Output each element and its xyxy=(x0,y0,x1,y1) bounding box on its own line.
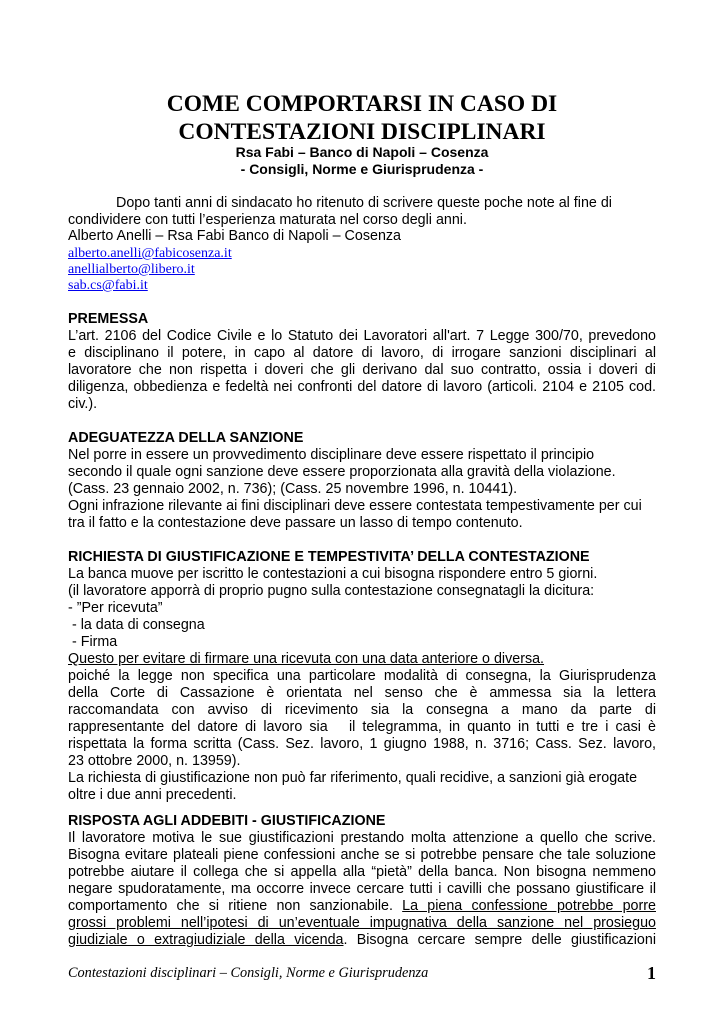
footer-title: Contestazioni disciplinari – Consigli, Norme e Giurisprudenza xyxy=(68,965,429,981)
paragraph-line: (Cass. 23 gennaio 2002, n. 736); (Cass. 25 novembre 1996, n. 10441). xyxy=(68,481,518,497)
paragraph-line xyxy=(68,898,656,915)
intro-author: Alberto Anelli – Rsa Fabi Banco di Napoli – Cosenza xyxy=(68,228,401,244)
section-heading-richiesta: RICHIESTA DI GIUSTIFICAZIONE E TEMPESTIVITA’ DELLA CONTESTAZIONE xyxy=(68,549,590,565)
paragraph-line: secondo il quale ogni sanzione deve essere proporzionata alla gravità della violazione. xyxy=(68,464,616,480)
email-link-fabi[interactable]: sab.cs@fabi.it xyxy=(68,278,148,293)
page-number: 1 xyxy=(647,963,656,983)
list-item: - ”Per ricevuta” xyxy=(68,600,163,616)
underlined-paragraph-line: grossi problemi nell’ipotesi di un’eventuale impugnativa della sanzione nel prosieguo xyxy=(68,915,656,931)
intro-line: condividere con tutti l’esperienza maturata nel corso degli anni. xyxy=(68,212,467,228)
paragraph-line: Ogni infrazione rilevante ai fini disciplinari deve essere contestata tempestivamente per cui xyxy=(68,498,642,514)
email-link-libero[interactable]: anellialberto@libero.it xyxy=(68,262,195,277)
paragraph-line: Bisogna evitare plateali piene confessioni anche se si potrebbe pensare che tale soluzione xyxy=(68,847,656,863)
underlined-note: Questo per evitare di firmare una ricevuta con una data anteriore o diversa. xyxy=(68,651,545,667)
paragraph-line: 23 ottobre 2000, n. 13959). xyxy=(68,753,241,769)
paragraph-line: potrebbe aiutare il collega che si appella alla “pietà” della banca. Non bisogna nemmeno xyxy=(68,864,656,880)
paragraph-line: rappresentante del datore di lavoro sia il telegramma, in quanto in tutti e tre i casi è xyxy=(68,719,656,735)
section-heading-risposta: RISPOSTA AGLI ADDEBITI - GIUSTIFICAZIONE xyxy=(68,813,386,829)
section-heading-adeguatezza: ADEGUATEZZA DELLA SANZIONE xyxy=(68,430,304,446)
list-item: - la data di consegna xyxy=(68,617,205,633)
document-title-line1: COME COMPORTARSI IN CASO DI xyxy=(166,91,558,117)
paragraph-line: (il lavoratore apporrà di proprio pugno sulla contestazione consegnatagli la dicitura: xyxy=(68,583,595,599)
paragraph-line: negare spudoratamente, ma occorre invece cercare tutti i cavilli che possano giustificare il xyxy=(68,881,656,897)
paragraph-line: tra il fatto e la contestazione deve passare un lasso di tempo contenuto. xyxy=(68,515,523,531)
paragraph-line: civ.). xyxy=(68,396,98,412)
section-heading-premessa: PREMESSA xyxy=(68,311,149,327)
paragraph-line: L’art. 2106 del Codice Civile e lo Statuto dei Lavoratori all'art. 7 Legge 300/70, prevedono xyxy=(68,328,656,344)
paragraph-line: oltre i due anni precedenti. xyxy=(68,787,237,803)
list-item: - Firma xyxy=(68,634,118,650)
paragraph-line: diligenza, obbedienza e fedeltà nei confronti del datore di lavoro (articoli. 2104 e 2105 cod. xyxy=(68,379,656,395)
paragraph-line xyxy=(68,932,656,949)
paragraph-line: poiché la legge non specifica una particolare modalità di consegna, la Giurisprudenza xyxy=(68,668,656,684)
document-subtitle-topic: - Consigli, Norme e Giurisprudenza - xyxy=(240,161,484,177)
paragraph-line: La richiesta di giustificazione non può far riferimento, quali recidive, a sanzioni già erogate xyxy=(68,770,638,786)
document-subtitle-author: Rsa Fabi – Banco di Napoli – Cosenza xyxy=(235,144,489,160)
text-run: comportamento che si ritiene non sanzionabile. xyxy=(68,898,393,914)
email-link-fabicosenza[interactable]: alberto.anelli@fabicosenza.it xyxy=(68,246,232,261)
paragraph-line: rispettata la forma scritta (Cass. Sez. lavoro, 1 giugno 1988, n. 3716; Cass. Sez. lavoro, xyxy=(68,736,656,752)
paragraph-line: lavoratore che non rispetta i doveri che gli derivano dal suo contratto, ossia i doveri di xyxy=(68,362,656,378)
intro-line: Dopo tanti anni di sindacato ho ritenuto di scrivere queste poche note al fine di xyxy=(116,195,612,211)
text-run: . Bisogna cercare sempre delle giustificazioni xyxy=(343,932,656,948)
underlined-text-run: giudiziale o extragiudiziale della vicenda xyxy=(68,932,344,948)
page-footer xyxy=(68,963,656,985)
paragraph-line: Nel porre in essere un provvedimento disciplinare deve essere rispettato il principio xyxy=(68,447,595,463)
paragraph-line: raccomandata con avviso di ricevimento sia la consegna a mano da parte di xyxy=(68,702,656,718)
paragraph-line: La banca muove per iscritto le contestazioni a cui bisogna rispondere entro 5 giorni. xyxy=(68,566,598,582)
paragraph-line: e disciplinano il potere, in capo al datore di lavoro, di irrogare sanzioni disciplinari al xyxy=(68,345,656,361)
document-title-line2: CONTESTAZIONI DISCIPLINARI xyxy=(178,119,546,145)
paragraph-line: Il lavoratore motiva le sue giustificazioni prestando molta attenzione a quello che scrive. xyxy=(68,830,656,846)
paragraph-line: della Corte di Cassazione è orientata nel senso che è ammessa sia la lettera xyxy=(68,685,656,701)
underlined-text-run: La piena confessione potrebbe porre xyxy=(402,898,656,914)
